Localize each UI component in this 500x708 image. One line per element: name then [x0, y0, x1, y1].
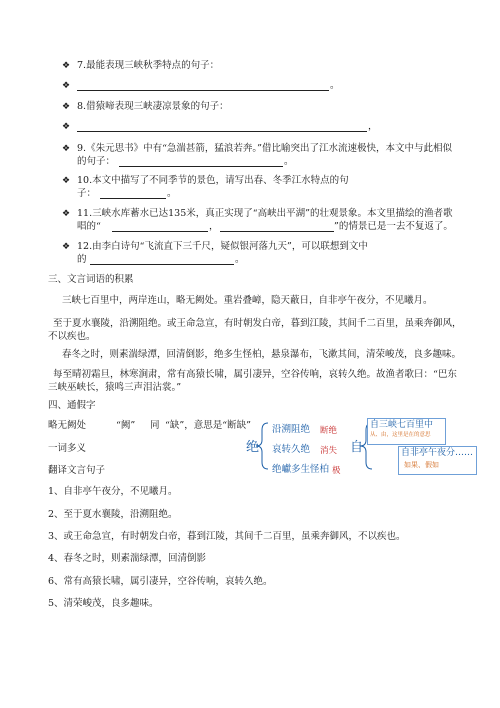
zi-meaning: 如果、假如	[404, 461, 439, 469]
bullet-icon: ❖	[62, 122, 71, 132]
zi-phrase: 自非亭午夜分……	[401, 448, 474, 458]
tongjia-explanation: “缺”，意思是“断缺”	[165, 420, 251, 431]
section-heading-4: 四、通假字	[48, 400, 96, 411]
question-9: 9.《朱元思书》中有“急湍甚箭，猛浪若奔。”借比喻突出了江水流速极快，本文中与此相似	[77, 143, 453, 154]
question-11: 11.三峡水库蓄水已达135米，真正实现了“高峡出平湖”的壮观景象。本文里描绘的渔者歌	[77, 208, 453, 219]
jue-character: 绝	[246, 440, 260, 455]
question-7: 7.最能表现三峡秋季特点的句子：	[77, 60, 220, 71]
bullet-icon: ❖	[62, 176, 71, 186]
translate-item: 1、自非亭午夜分，不见曦月。	[48, 486, 178, 497]
bullet-icon: ❖	[62, 209, 71, 219]
section-heading-3: 三、文言词语的积累	[48, 274, 134, 285]
paragraph-1: 三峡七百里中，两岸连山，略无阙处。重岩叠嶂，隐天蔽日，自非亭午夜分，不见曦月。	[62, 295, 433, 306]
paragraph-4: 每至晴初霜旦，林寒涧肃，常有高猿长啸，属引凄异，空谷传响，哀转久绝。故渔者歌曰：“巴东	[53, 369, 457, 380]
bullet-icon: ❖	[62, 242, 71, 252]
zi-phrase: 自三峡七百里中	[370, 420, 434, 430]
jue-meaning: 消失	[320, 446, 338, 456]
jue-meaning: 极	[332, 466, 341, 476]
jue-phrase: 绝巘多生怪柏	[272, 464, 330, 475]
translate-item: 5、清荣峻茂，良多趣味。	[48, 598, 159, 609]
question-12: 12.由李白诗句“飞流直下三千尺，疑似银河落九天”，可以联想到文中	[77, 241, 368, 252]
bullet-icon: ❖	[62, 144, 71, 154]
bullet-icon: ❖	[62, 81, 71, 91]
translate-item: 2、至于夏水襄陵，沿溯阻绝。	[48, 509, 178, 520]
zi-meaning: 从、由，这里是在的意思	[370, 432, 431, 438]
translate-item: 6、常有高猿长啸，属引凄异，空谷传响，哀转久绝。	[48, 576, 273, 587]
translate-heading: 翻译文言句子	[48, 465, 106, 476]
jue-phrase: 哀转久绝	[272, 444, 311, 455]
yiduo-heading: 一词多义	[48, 443, 87, 454]
paragraph-3: 春冬之时，则素湍绿潭，回清倒影，绝多生怪柏，悬泉瀑布，飞漱其间，清荣峻茂，良多趣味。	[62, 349, 462, 360]
tongjia-phrase: 略无阙处	[48, 420, 87, 431]
jue-meaning: 断绝	[320, 426, 338, 436]
paragraph-2: 至于夏水襄陵，沿溯阻绝。或王命急宣，有时朝发白帝，暮到江陵，其间千二百里，虽乘奔御风，	[53, 318, 462, 329]
translate-item: 3、或王命急宣，有时朝发白帝，暮到江陵，其间千二百里，虽乘奔御风，不以疾也。	[48, 531, 406, 542]
jue-phrase: 沿溯阻绝	[272, 424, 311, 435]
question-8: 8.借猿啼表现三峡凄凉景象的句子：	[77, 101, 229, 112]
bullet-icon: ❖	[62, 61, 71, 71]
bullet-icon: ❖	[62, 102, 71, 112]
question-10: 10.本文中描写了不同季节的景色，请写出春、冬季江水特点的句	[77, 175, 349, 186]
zi-character: 自	[350, 440, 364, 455]
translate-item: 4、春冬之时，则素湍绿潭，回清倒影	[48, 553, 207, 564]
